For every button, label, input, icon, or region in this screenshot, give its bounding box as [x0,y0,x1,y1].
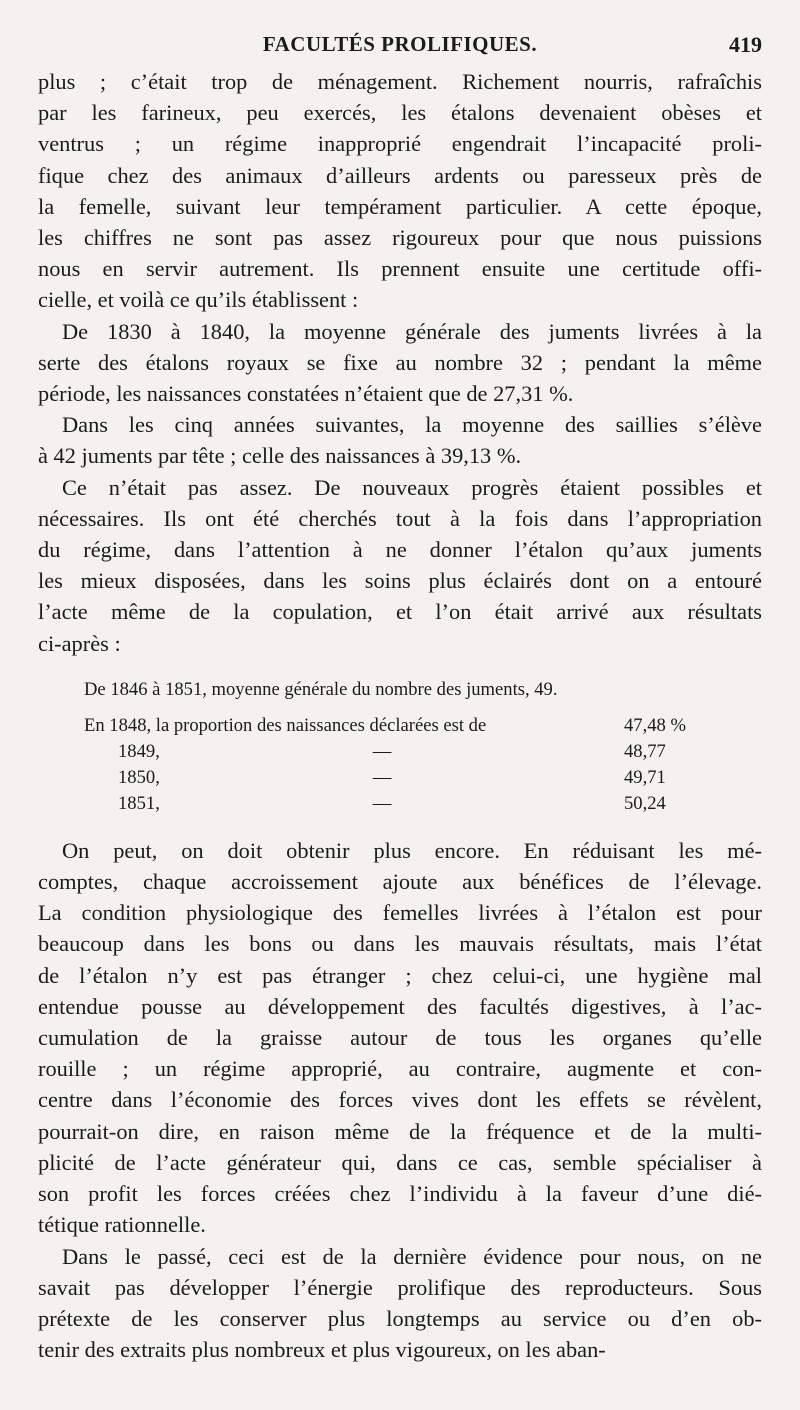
text-line: Ce n’était pas assez. De nouveaux progrès étaient possibles et [62,474,762,500]
text-line: la femelle, suivant leur tempérament particulier. A cette époque, [38,193,762,219]
paragraph [38,316,762,410]
ditto-dash: — [372,740,392,762]
text-line: La condition physiologique des femelles livrées à l’étalon est pour [38,900,762,926]
text-line: De 1830 à 1840, la moyenne générale des juments livrées à la [62,318,762,344]
text-line: les mieux disposées, dans les soins plus éclairés dont on a entouré [38,568,762,594]
table-rows [38,713,762,817]
text-line: de l’étalon n’y est pas étranger ; chez celui-ci, une hygiène mal [38,962,762,988]
book-page [38,30,762,1365]
value-cell: 48,77 [624,740,666,762]
year-cell: En 1848, la proportion des naissances déclarées est de [84,714,487,736]
text-line: rouille ; un régime approprié, au contraire, augmente et con- [38,1056,762,1082]
text-line: Dans les cinq années suivantes, la moyenne des saillies s’élève [62,412,762,438]
value-cell: 49,71 [624,766,666,788]
text-line: On peut, on doit obtenir plus encore. En réduisant les mé- [62,837,762,863]
page-number: 419 [729,32,762,57]
text-line: ventrus ; un régime inapproprié engendrait l’incapacité proli- [38,131,762,157]
table-row [38,791,762,817]
text-line: centre dans l’économie des forces vives dont les effets se révèlent, [38,1087,762,1113]
text-line: savait pas développer l’énergie prolifique des reproducteurs. Sous [38,1274,762,1300]
ditto-dash: — [372,766,392,788]
text-line: serte des étalons royaux se fixe au nombre 32 ; pendant la même [38,349,762,375]
paragraph [38,472,762,659]
text-line: Dans le passé, ceci est de la dernière évidence pour nous, on ne [62,1243,762,1269]
text-line: comptes, chaque accroissement ajoute aux bénéfices de l’élevage. [38,869,762,895]
table-row [38,713,762,739]
value-cell: 50,24 [624,792,666,814]
text-line: prétexte de les conserver plus longtemps au service ou d’en ob- [38,1305,762,1331]
text-line: période, les naissances constatées n’étaient que de 27,31 %. [38,381,574,407]
year-cell: 1850, [118,766,160,788]
text-line: pourrait-on dire, en raison même de la fréquence et de la multi- [38,1118,762,1144]
table-row [38,739,762,765]
year-cell: 1851, [118,792,160,814]
text-line: tenir des extraits plus nombreux et plus vigoureux, on les aban- [38,1337,606,1363]
paragraph [38,66,762,316]
text-line: fique chez des animaux d’ailleurs ardents ou paresseux près de [38,162,762,188]
text-line: tétique rationnelle. [38,1212,206,1238]
text-line: cielle, et voilà ce qu’ils établissent : [38,287,359,313]
value-cell: 47,48 % [624,714,686,736]
text-before-table [38,66,762,659]
text-line: beaucoup dans les bons ou dans les mauvais résultats, mais l’état [38,931,762,957]
table-summary: De 1846 à 1851, moyenne générale du nombre des juments, 49. [84,678,558,700]
text-line: ci-après : [38,630,121,656]
page-header [38,30,762,66]
table-row [38,765,762,791]
text-line: nécessaires. Ils ont été cherchés tout à la fois dans l’appropriation [38,505,762,531]
text-line: les chiffres ne sont pas assez rigoureux pour que nous puissions [38,225,762,251]
paragraph [38,1241,762,1366]
text-line: plicité de l’acte générateur qui, dans ce cas, semble spécialiser à [38,1149,762,1175]
text-line: son profit les forces créées chez l’individu à la faveur d’une dié- [38,1181,762,1207]
text-line: du régime, dans l’attention à ne donner l’étalon qu’aux juments [38,537,762,563]
ditto-dash: — [372,792,392,814]
year-cell: 1849, [118,740,160,762]
text-line: plus ; c’était trop de ménagement. Richement nourris, rafraîchis [38,69,762,94]
text-after-table [38,835,762,1365]
paragraph [38,409,762,471]
text-line: à 42 juments par tête ; celle des naissances à 39,13 %. [38,443,522,469]
paragraph [38,835,762,1241]
text-line: nous en servir autrement. Ils prennent ensuite une certitude offi- [38,256,762,282]
text-line: l’acte même de la copulation, et l’on était arrivé aux résultats [38,599,762,625]
running-head: FACULTÉS PROLIFIQUES. [262,32,538,56]
text-line: par les farineux, peu exercés, les étalons devenaient obèses et [38,100,762,126]
text-line: cumulation de la graisse autour de tous les organes qu’elle [38,1025,762,1051]
statistics-table [38,677,762,817]
text-line: entendue pousse au développement des facultés digestives, à l’ac- [38,993,762,1019]
